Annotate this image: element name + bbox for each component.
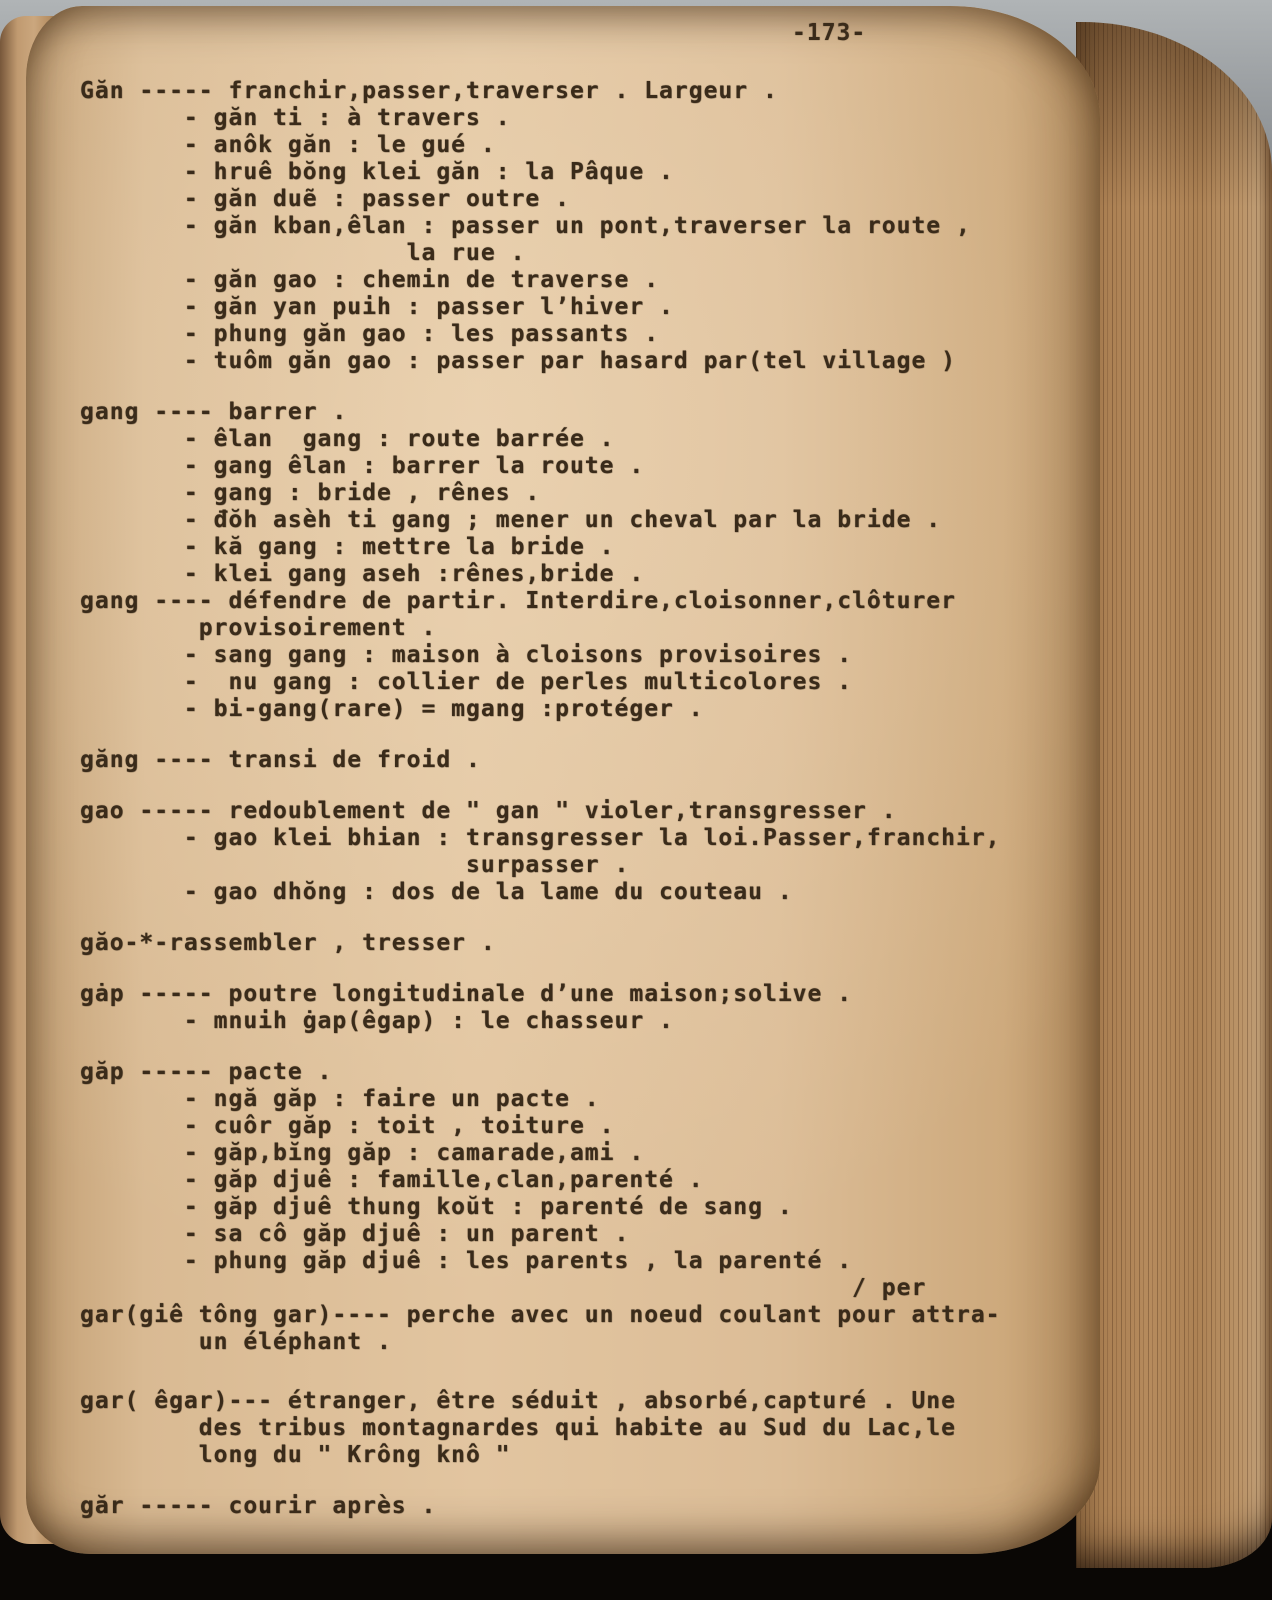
dict-sub-line: - êlan gang : route barrée . (80, 426, 615, 452)
dict-sub-line: - găn duẽ : passer outre . (80, 186, 570, 212)
dict-sub-line: - cuôr găp : toit , toiture . (80, 1113, 615, 1139)
dict-sub-line: - anôk găn : le gué . (80, 132, 496, 158)
page-stack-striations (1076, 22, 1272, 1568)
dict-sub-line: - klei gang aseh :rênes,bride . (80, 561, 645, 587)
dict-sub-line: - sa cô găp djuê : un parent . (80, 1221, 630, 1247)
dict-sub-line: - gang : bride , rênes . (80, 480, 541, 506)
dict-sub-line: - gang êlan : barrer la route . (80, 453, 645, 479)
dict-sub-line: - tuôm găn gao : passer par hasard par(tel village ) (80, 348, 956, 374)
dict-entry-headword-line: gao ----- redoublement de " gan " violer,transgresser . (80, 798, 897, 824)
dict-sub-line: - nu gang : collier de perles multicolores . (80, 669, 853, 695)
page-number: -173- (792, 20, 867, 46)
dict-entry-headword-line: găng ---- transi de froid . (80, 747, 481, 773)
dict-continuation-line: long du " Krông knô " (80, 1442, 511, 1468)
dict-sub-line: - hruê bŏng klei găn : la Pâque . (80, 159, 674, 185)
dict-entry-headword-line: gang ---- barrer . (80, 399, 348, 425)
insert-annotation-line: / per (80, 1275, 927, 1301)
dict-sub-line: - đŏh asèh ti gang ; mener un cheval par la bride . (80, 507, 942, 533)
book-page (26, 6, 1100, 1554)
dict-continuation-line: la rue . (80, 240, 526, 266)
dict-entry-headword-line: găp ----- pacte . (80, 1059, 333, 1085)
dict-entry-headword-line: Găn ----- franchir,passer,traverser . Largeur . (80, 78, 778, 104)
dict-sub-line: - găp djuê thung koŭt : parenté de sang . (80, 1194, 793, 1220)
dict-sub-line: - găn ti : à travers . (80, 105, 511, 131)
dict-sub-line: - gao klei bhian : transgresser la loi.Passer,franchir, (80, 825, 1001, 851)
dict-sub-line: - găp,bĭng găp : camarade,ami . (80, 1140, 645, 1166)
dict-entry-headword-line: găo-*-rassembler , tresser . (80, 930, 496, 956)
dict-sub-line: - mnuih ġap(êgap) : le chasseur . (80, 1008, 674, 1034)
dict-entry-headword-line: gar( êgar)--- étranger, être séduit , absorbé,capturé . Une (80, 1388, 956, 1414)
dict-continuation-line: des tribus montagnardes qui habite au Sud du Lac,le (80, 1415, 956, 1441)
dict-continuation-line: surpasser . (80, 852, 630, 878)
dict-sub-line: - kă gang : mettre la bride . (80, 534, 615, 560)
dict-sub-line: - ngă găp : faire un pacte . (80, 1086, 600, 1112)
dict-sub-line: - gao dhŏng : dos de la lame du couteau . (80, 879, 793, 905)
dict-sub-line: - găn gao : chemin de traverse . (80, 267, 660, 293)
dict-entry-headword-line: găr ----- courir après . (80, 1493, 437, 1519)
dict-sub-line: - bi-gang(rare) = mgang :protéger . (80, 696, 704, 722)
fore-edge-page-stack (1076, 22, 1272, 1568)
dict-sub-line: - phung găp djuê : les parents , la parenté . (80, 1248, 853, 1274)
dict-sub-line: - găn kban,êlan : passer un pont,traverser la route , (80, 213, 971, 239)
dict-sub-line: - găn yan puih : passer l’hiver . (80, 294, 674, 320)
dict-entry-headword-line: gar(giê tông gar)---- perche avec un noeud coulant pour attra- (80, 1302, 1001, 1328)
dict-sub-line: - găp djuê : famille,clan,parenté . (80, 1167, 704, 1193)
dict-sub-line: - phung găn gao : les passants . (80, 321, 660, 347)
dict-entry-headword-line: gȧp ----- poutre longitudinale d’une maison;solive . (80, 981, 853, 1007)
dict-entry-headword-line: gang ---- défendre de partir. Interdire,cloisonner,clôturer (80, 588, 956, 614)
dict-continuation-line: un éléphant . (80, 1329, 392, 1355)
dictionary-text-block (80, 78, 1070, 1520)
dict-sub-line: - sang gang : maison à cloisons provisoires . (80, 642, 853, 668)
dict-continuation-line: provisoirement . (80, 615, 437, 641)
